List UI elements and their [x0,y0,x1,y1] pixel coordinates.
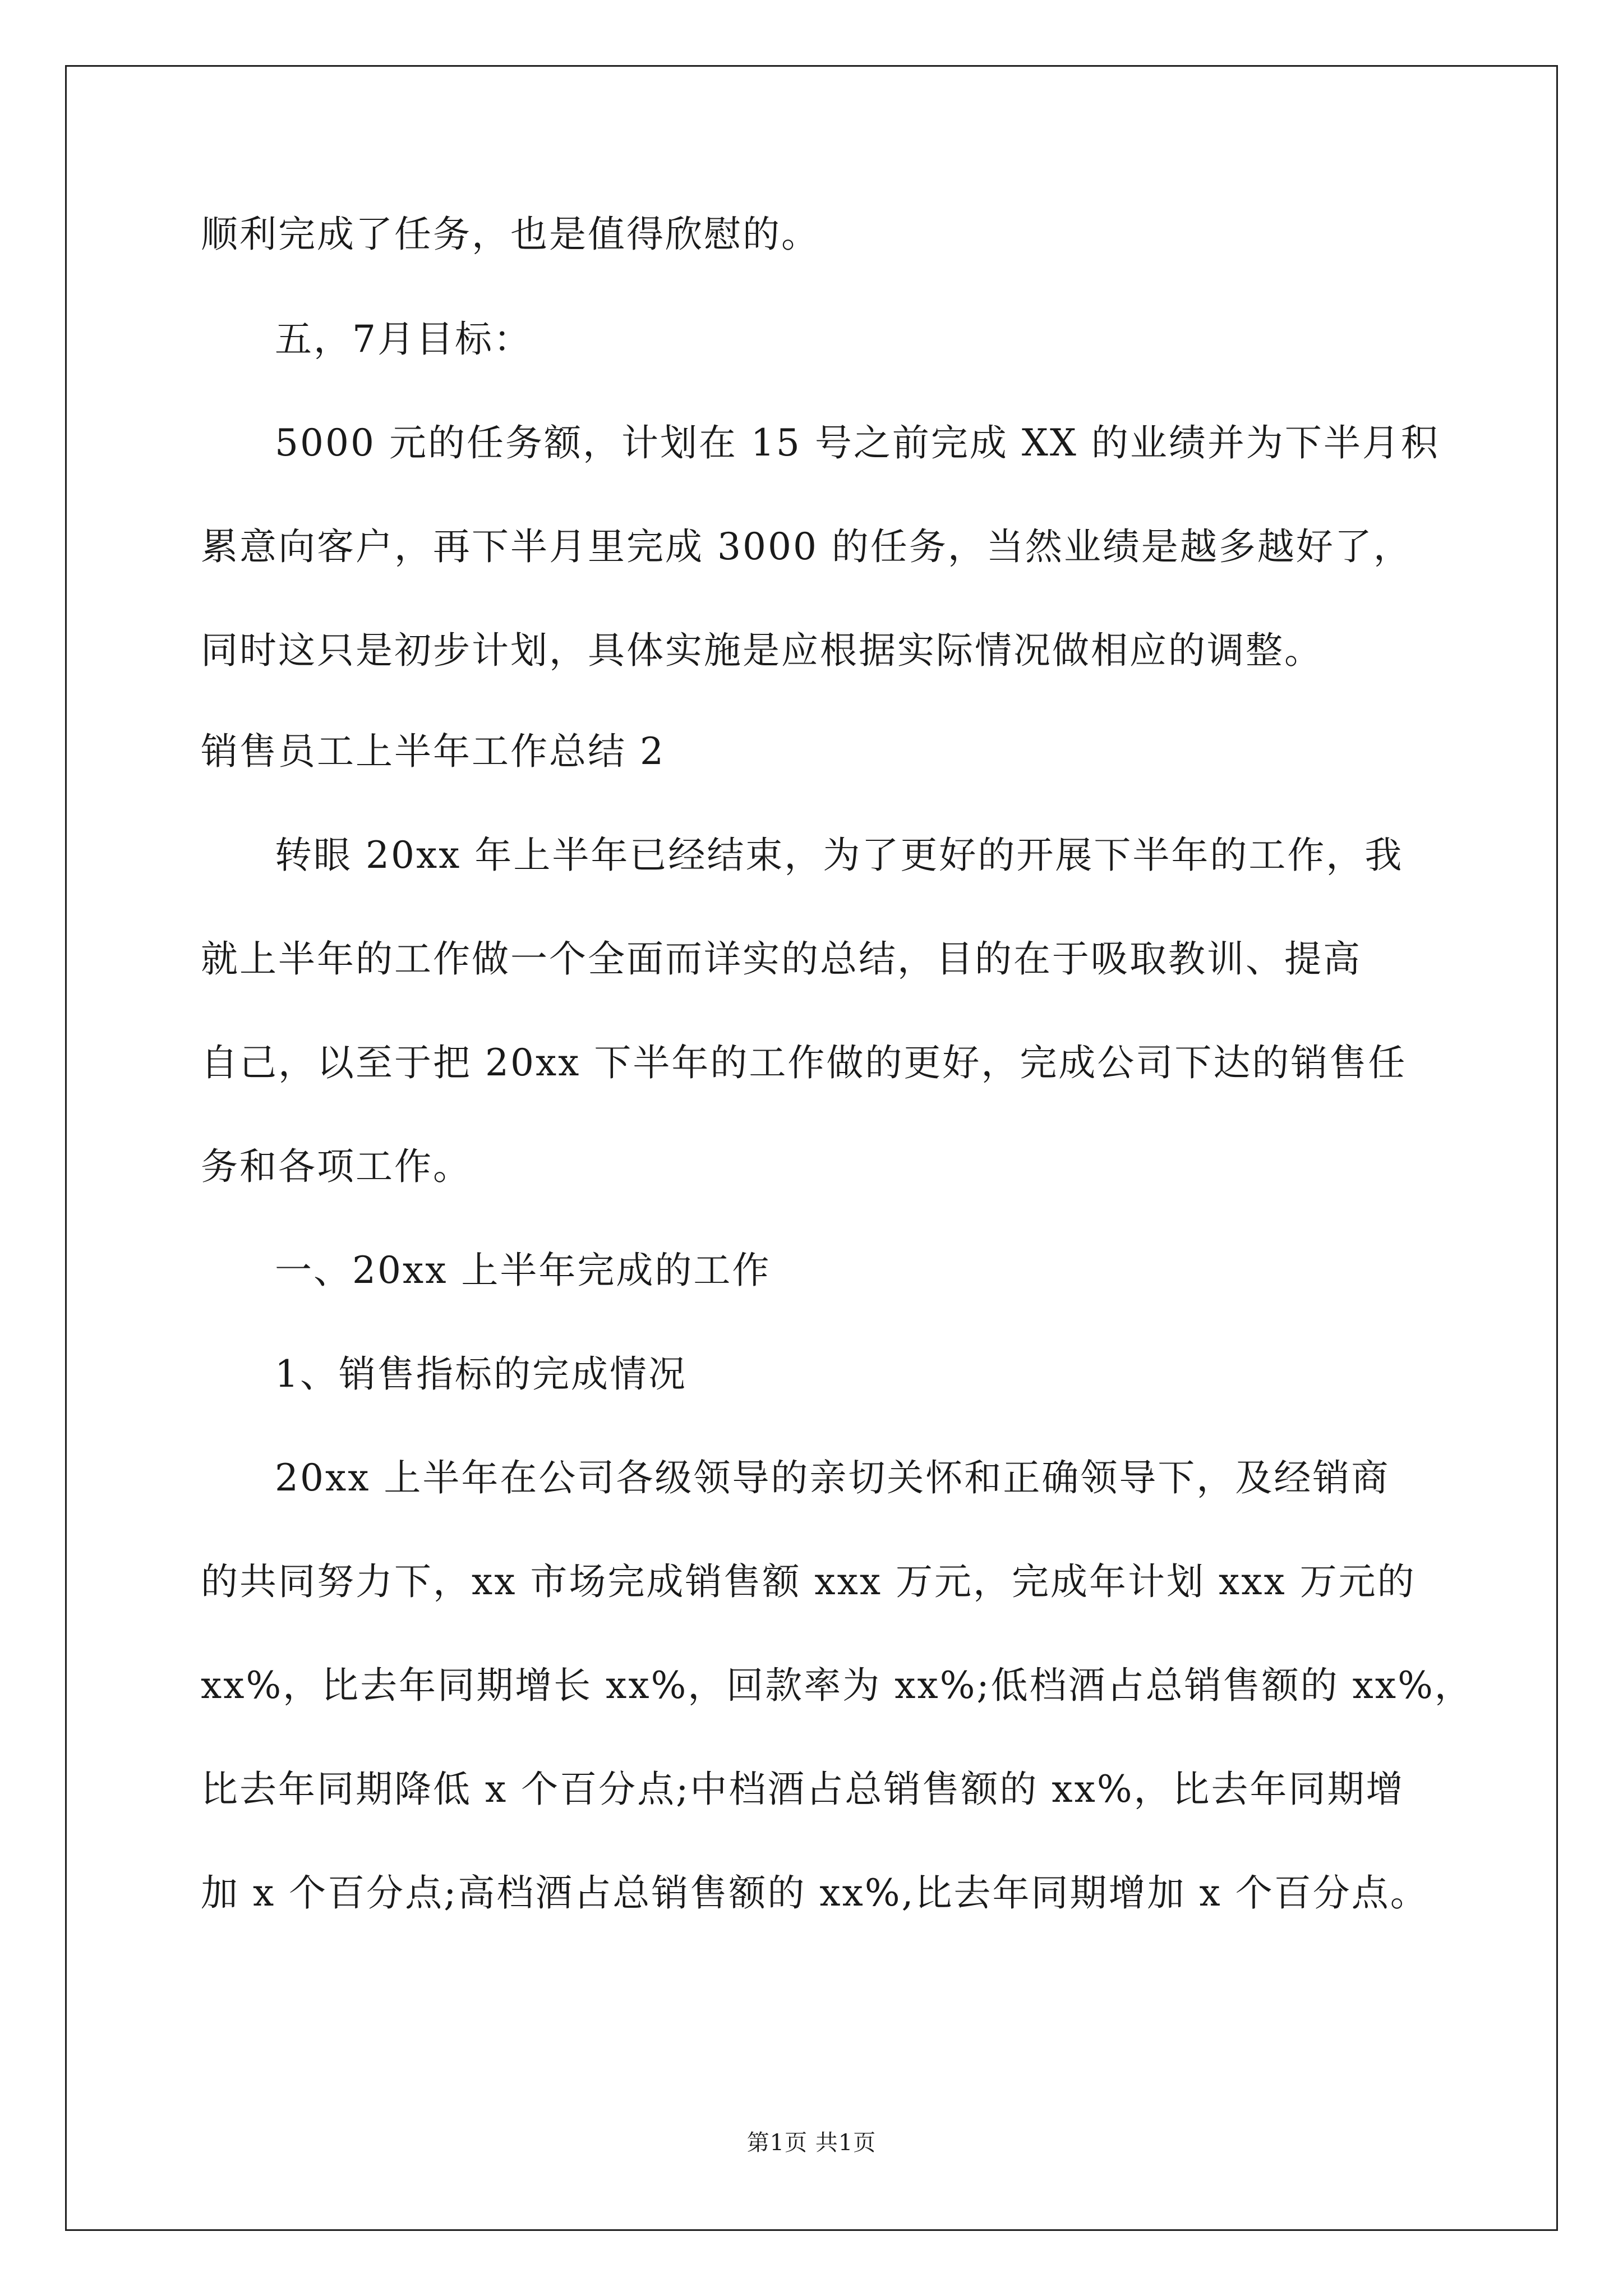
paragraph-line: 的共同努力下，xx 市场完成销售额 xxx 万元，完成年计划 xxx 万元的 [201,1560,1416,1603]
section-heading-july-goals: 五，7月目标： [275,318,532,361]
section-heading-completed-work: 一、20xx 上半年完成的工作 [275,1249,771,1292]
paragraph-line: 自己，以至于把 20xx 下半年的工作做的更好，完成公司下达的销售任 [201,1041,1407,1084]
paragraph-line: 转眼 20xx 年上半年已经结束，为了更好的开展下半年的工作，我 [275,834,1404,877]
document-title: 销售员工上半年工作总结 2 [201,730,665,773]
page-number-footer: 第1页 共1页 [746,2130,877,2156]
paragraph-line: 顺利完成了任务，也是值得欣慰的。 [201,213,820,256]
paragraph-line: 就上半年的工作做一个全面而详实的总结，目的在于吸取教训、提高 [201,937,1362,981]
paragraph-line: 累意向客户，再下半月里完成 3000 的任务，当然业绩是越多越好了， [201,525,1412,568]
paragraph-line: 比去年同期降低 x 个百分点;中档酒占总销售额的 xx%，比去年同期增 [201,1768,1405,1811]
paragraph-line: 务和各项工作。 [201,1145,472,1188]
paragraph-line: 5000 元的任务额，计划在 15 号之前完成 XX 的业绩并为下半月积 [275,421,1440,464]
paragraph-line: 20xx 上半年在公司各级领导的亲切关怀和正确领导下，及经销商 [275,1456,1390,1499]
subsection-heading-sales-targets: 1、销售指标的完成情况 [275,1352,687,1396]
paragraph-line: xx%，比去年同期增长 xx%，回款率为 xx%;低档酒占总销售额的 xx%， [201,1664,1473,1707]
paragraph-line: 同时这只是初步计划，具体实施是应根据实际情况做相应的调整。 [201,629,1323,672]
paragraph-line: 加 x 个百分点;高档酒占总销售额的 xx%,比去年同期增加 x 个百分点。 [201,1871,1429,1915]
